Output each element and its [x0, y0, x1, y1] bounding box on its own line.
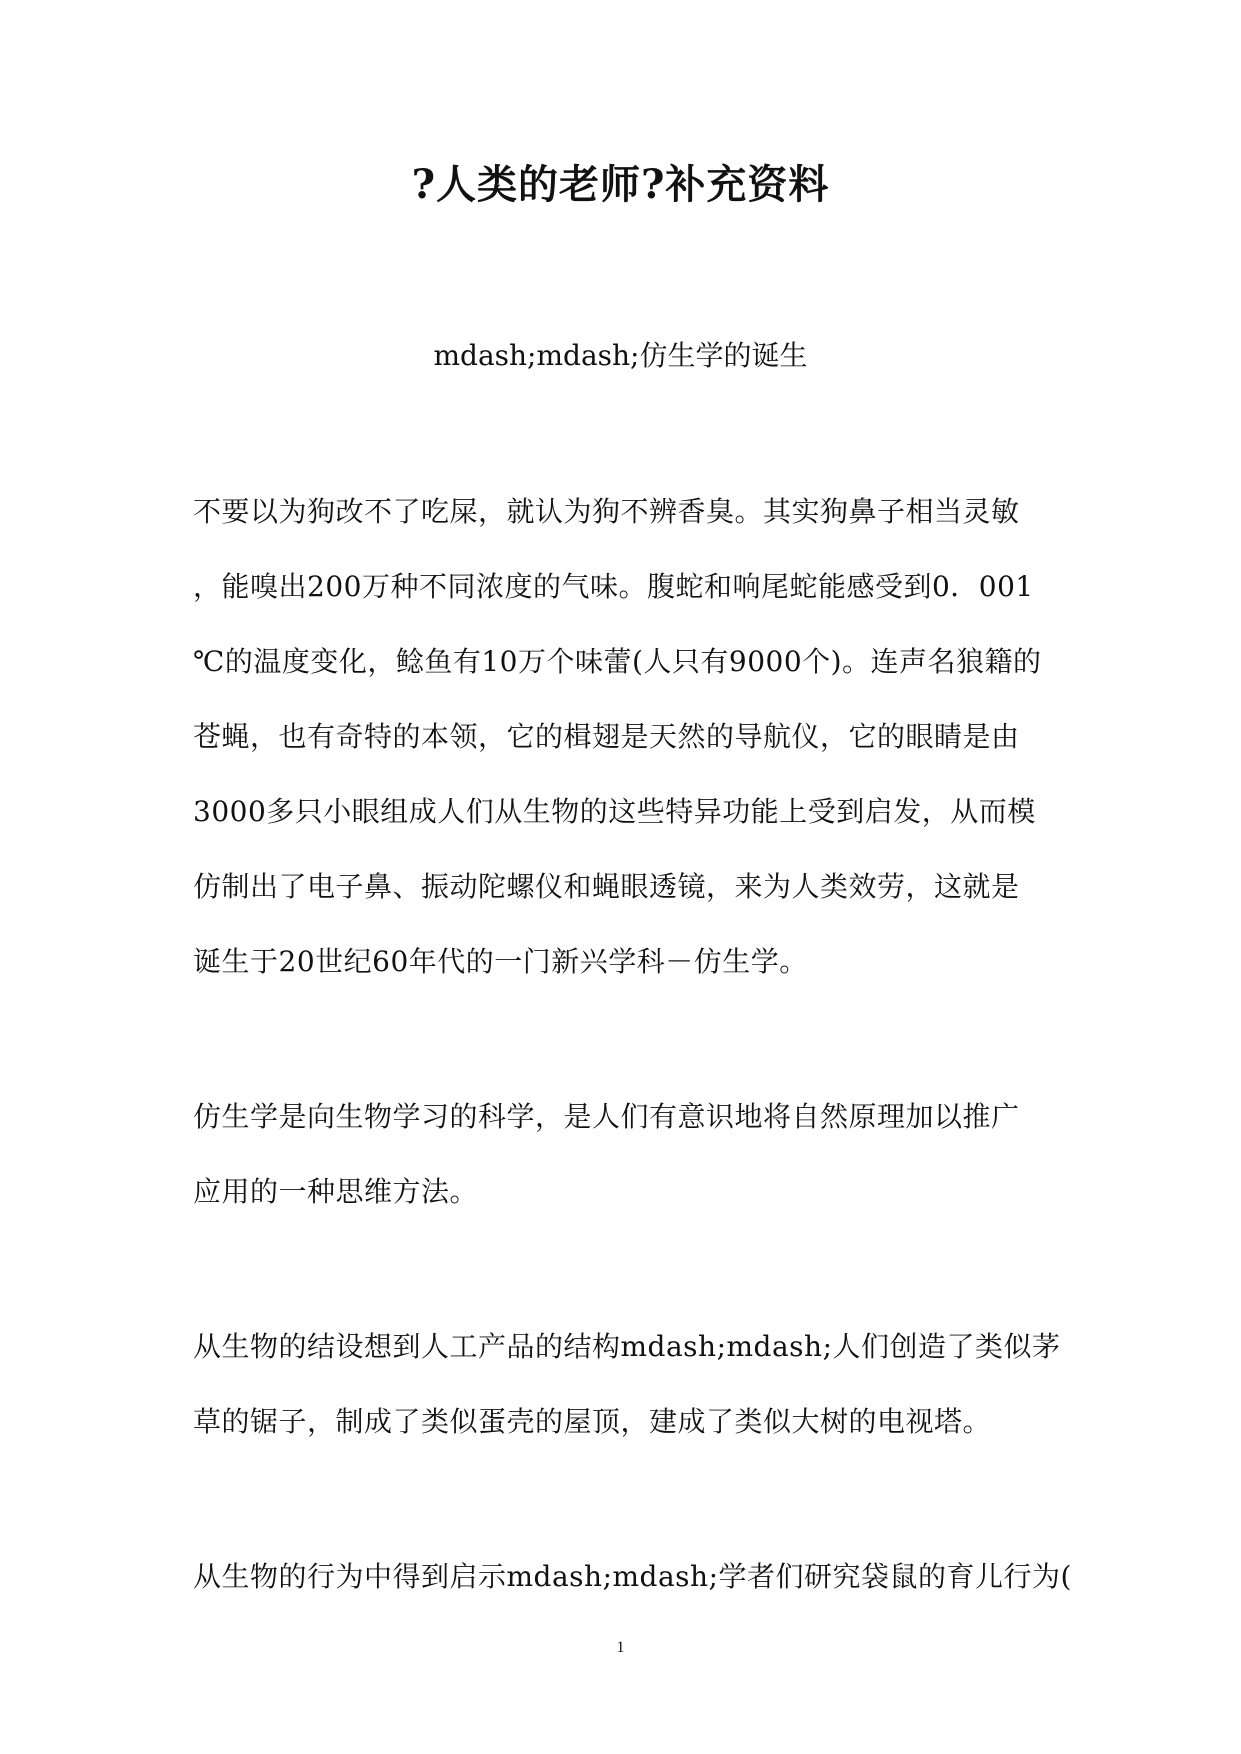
paragraph-line: 不要以为狗改不了吃屎，就认为狗不辨香臭。其实狗鼻子相当灵敏 — [193, 495, 1020, 528]
paragraph-line: 3000多只小眼组成人们从生物的这些特异功能上受到启发，从而模 — [193, 795, 1036, 828]
paragraph-line: 苍蝇，也有奇特的本领，它的楫翅是天然的导航仪，它的眼睛是由 — [193, 720, 1020, 753]
document-title: ?人类的老师?补充资料 — [411, 161, 830, 208]
paragraph-line: 诞生于20世纪60年代的一门新兴学科－仿生学。 — [193, 945, 808, 978]
paragraph-line: 应用的一种思维方法。 — [193, 1175, 479, 1208]
document-subtitle: mdash;mdash;仿生学的诞生 — [433, 339, 808, 372]
paragraph-line: ，能嗅出200万种不同浓度的气味。腹蛇和响尾蛇能感受到0．001 — [193, 570, 1034, 603]
paragraph-line: 仿制出了电子鼻、振动陀螺仪和蝇眼透镜，来为人类效劳，这就是 — [193, 870, 1020, 903]
paragraph-line: 仿生学是向生物学习的科学，是人们有意识地将自然原理加以推广 — [193, 1100, 1020, 1133]
paragraph-line: 草的锯子，制成了类似蛋壳的屋顶，建成了类似大树的电视塔。 — [193, 1405, 992, 1438]
paragraph-line: 从生物的行为中得到启示mdash;mdash;学者们研究袋鼠的育儿行为( — [193, 1560, 1072, 1593]
paragraph-line: 从生物的结设想到人工产品的结构mdash;mdash;人们创造了类似茅 — [193, 1330, 1061, 1363]
paragraph-line: ℃的温度变化，鲶鱼有10万个味蕾(人只有9000个)。连声名狼籍的 — [193, 645, 1042, 678]
page-number: 1 — [616, 1639, 625, 1656]
